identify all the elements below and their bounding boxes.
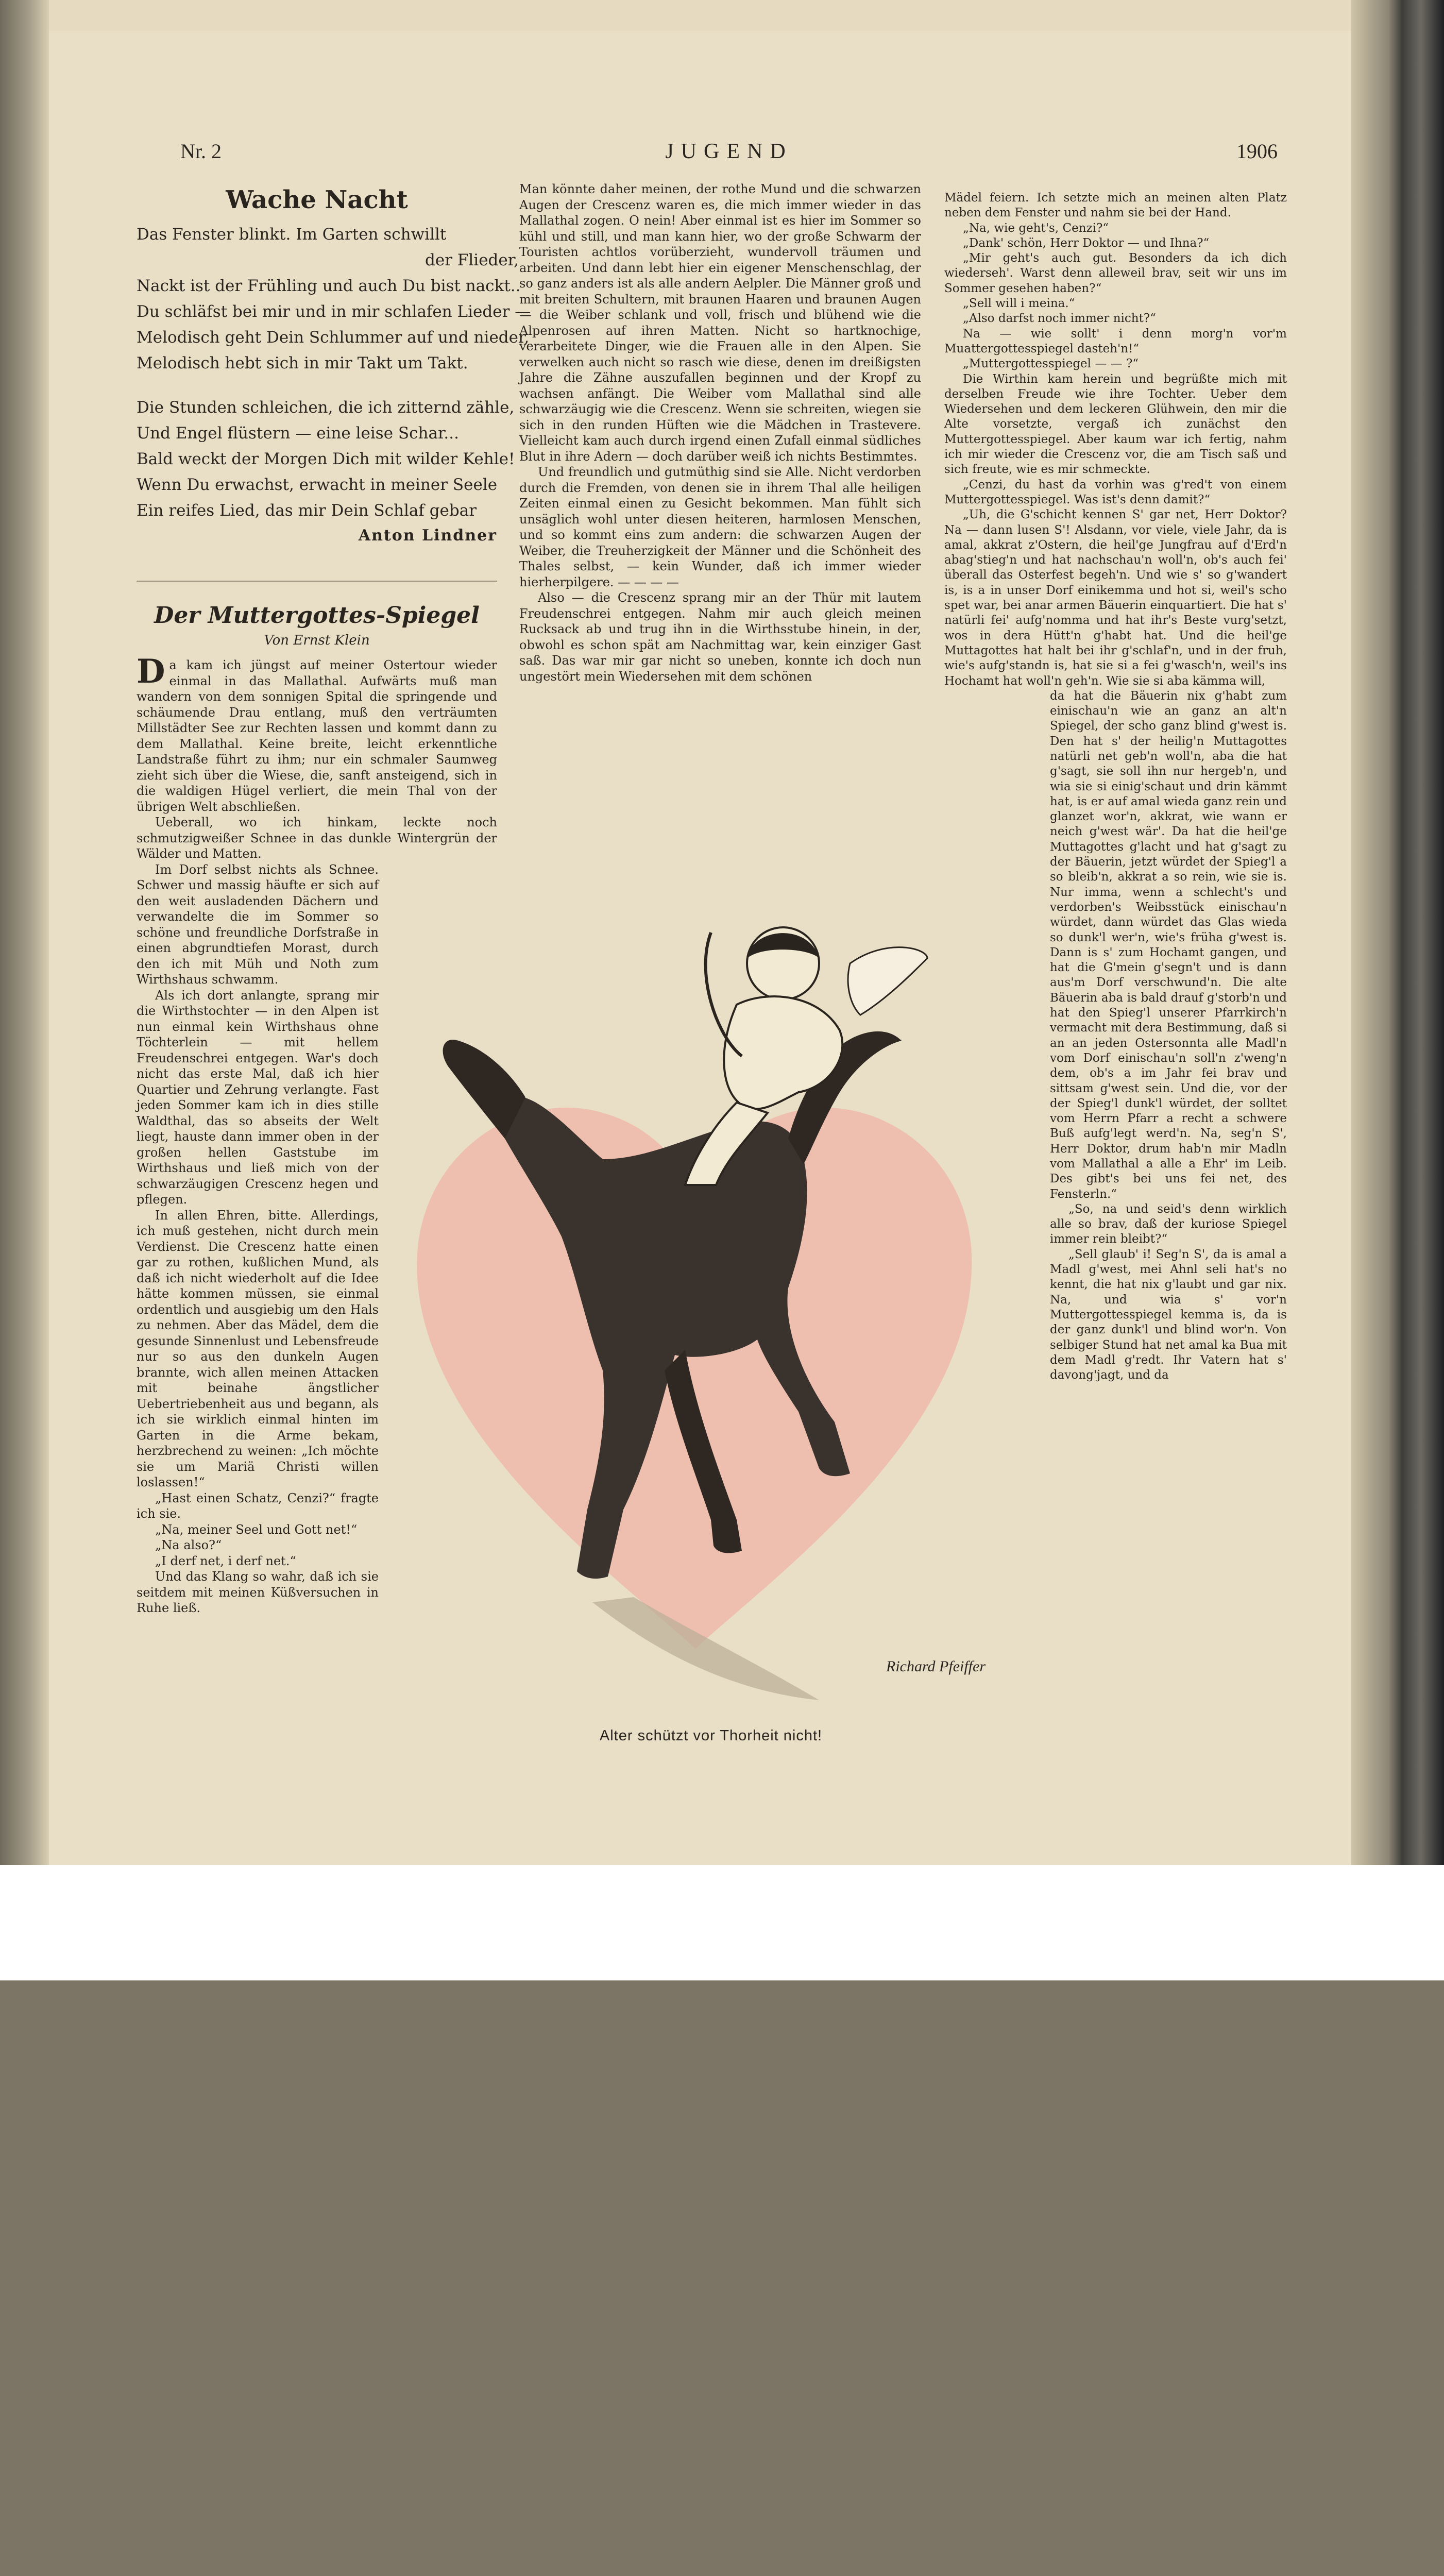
story-title: Der Muttergottes-Spiegel <box>154 602 480 629</box>
poem-line: Nackt ist der Frühling und auch Du bist nackt.. <box>137 277 521 295</box>
story-paragraph: Im Dorf selbst nichts als Schnee. Schwer und massig häufte er sich auf den weit ausladenden Dächern und verwandelte die im Sommer so schöne und freundliche Dorfstraße in einen abgrundtiefen Morast, durch den ich mit Müh und Noth zum Wirthshaus schwamm. <box>137 862 379 987</box>
story-paragraph: „Cenzi, du hast da vorhin was g'red't von einem Muttergottesspiegel. Was ist's denn damit?“ <box>944 478 1287 506</box>
story-paragraph: Und freundlich und gutmüthig sind sie Alle. Nicht verdorben durch die Fremden, von denen sie in ihrem Thal alle heiligen Zeiten einmal einen zu Gesicht bekommen. Man fühlt sich unsäglich wohl unter diesen heiteren, harmlosen Menschen, und so kommt eins zum andern: die schwarzen Augen der Weiber, die Treuherzigkeit der Männer und die Schönheit des Thales selbst, — kein Wunder, daß ich immer wieder hierherpilgere. — — — — <box>519 465 921 589</box>
scan-edge-left <box>0 0 49 1865</box>
issue-number: Nr. 2 <box>180 140 222 163</box>
story-paragraph: „Muttergottesspiegel — — ?“ <box>963 357 1139 371</box>
story-paragraph: „Uh, die G'schicht kennen S' gar net, Herr Doktor? Na — dann lusen S'! Alsdann, vor viele, viele Jahr, da is amal, akkrat z'Ostern, die heil'ge Jungfrau auf d'Erd'n abag'stieg'n und hat nachschau'n woll'n, ob's auch fei' überall das Osterfest begeh'n. Und wie s' so g'wandert is, is a in unser Dorf einikemma und hot si, weil's scho spet war, bei anar armen Bäuerin einquartiert. Die hat s' natürli fei' aufg'nomma und hat ihr's Beste vurg'setzt, wos in dera Hütt'n g'habt hat. Und die heil'ge Muttagottes hat halt bei ihr g'schlaf'n, und in der fruh, wie's aufg'standn is, hat sie si a fei g'wasch'n, weil's ins Hochamt hat woll'n geh'n. Wie sie si aba kämma will, <box>944 508 1287 688</box>
story-paragraph: Also — die Crescenz sprang mir an der Thür mit lautem Freudenschrei entgegen. Nahm mir auch gleich meinen Rucksack ab und trug ihn in die Wirthsstube hinein, in der, obwohl es schon spät am Nachmittag war, kein einziger Gast saß. Das war mir gar nicht so uneben, konnte ich doch nun ungestört mein Wiedersehen mit dem schönen <box>519 590 921 684</box>
poem-line: Und Engel flüstern — eine leise Schar... <box>137 424 459 443</box>
viewer-footer <box>0 1865 1444 1980</box>
story-paragraph: „Mir geht's auch gut. Besonders da ich dich wiederseh'. Warst denn alleweil brav, seit wir uns im Sommer gesehen haben?“ <box>944 251 1287 295</box>
story-paragraph: „Sell will i meina.“ <box>963 297 1075 311</box>
poem-title: Wache Nacht <box>226 185 408 214</box>
story-paragraph: Da kam ich jüngst auf meiner Ostertour wieder einmal in das Mallathal. Aufwärts muß man wandern von dem sonnigen Spital die springende und schäumende Drau entlang, muß den verträumten Millstädter See zur Rechten lassen und kommt dann zu dem Mallathal. Keine breite, leicht erkenntliche Landstraße führt zu ihm; nur ein schmaler Saumweg zieht sich über die Wiese, die, sanft ansteigend, sich in die waldigen Hügel verliert, die mein Thal von der übrigen Welt abschließen. <box>137 652 497 814</box>
story-paragraph: „I derf net, i derf net.“ <box>155 1553 296 1568</box>
facing-page-edge <box>1351 0 1444 1865</box>
section-divider <box>137 581 497 582</box>
story-paragraph: da hat die Bäuerin nix g'habt zum einischau'n wie an ganz an alt'n Spiegel, der scho ganz blind g'west is. Den hat s' der heilig'n Muttagottes natürli net geb'n woll'n, aba die hat g'sagt, sie soll ihn nur hergeb'n, und wia sie si einig'schaut und drin kämmt hat, is er auf amal wieda ganz rein und glanzet wor'n, akkrat, wie wann er neich g'west wär'. Da hat die heil'ge Muttagottes g'lacht und hat g'sagt zu der Bäuerin, jetzt würdet der Spieg'l a so bleib'n, akkrat a so rein, wie sie is. Nur imma, wenn a schlecht's und verdorben's Weibsstück einischau'n würdet, dann würdet das Glas wieda so dunk'l wer'n, wie's früha g'west is. Dann is s' zum Hochamt gangen, und hat die G'mein g'segn't und is dann aus'm Dorf verschwund'n. Die alte Bäuerin aba is bald drauf g'storb'n und hat den Spieg'l unserer Pfarrkirch'n vermacht mit dera Bestimmung, daß si an an jeden Ostersonnta alle Madl'n vom Dorf einischau'n soll'n z'weng'n dem, ob's a im Jahr fei brav und sittsam g'west sein. Und die, vor der der Spieg'l dunk'l würdet, der solltet vom Herrn Pfarr a recht a schwere Buß aufg'legt werd'n. Na, seg'n S', Herr Doktor, drum hab'n mir Madln vom Mallathal a alle a Ehr' im Leib. Des gibt's bei uns fei net, des Fensterln.“ <box>1050 689 1287 1201</box>
poem-line: der Flieder, <box>425 251 519 269</box>
story-paragraph: Man könnte daher meinen, der rothe Mund und die schwarzen Augen der Crescenz waren es, die mich immer wieder in das Mallathal zogen. O nein! Aber einmal ist es hier im Sommer so kühl und still, und man kann hier, wo der große Schwarm der Touristen achtlos vorüberzieht, wundervoll träumen und arbeiten. Und dann lebt hier ein eigener Menschenschlag, der so ganz anders ist als alle andern Aelpler. Die Männer groß und mit breiten Schultern, mit braunen Haaren und braunen Augen — die Weiber schlank und voll, frisch und blühend wie die Alpenrosen auf ihren Matten. Nicht so hartknochige, verarbeitete Dinger, wie die Frauen alle in den Alpen. Sie verwelken auch nicht so rasch wie diese, denen im dreißigsten Jahre die Zähne auszufallen beginnen und der Kropf zu wachsen anfängt. Die Weiber vom Mallathal sind alle schwarzäugig wie die Crescenz. Wenn sie schreiten, wiegen sie sich in den runden Hüften wie die Mädchen in Trastevere. Vielleicht kam auch durch irgend einen Zufall einmal südliches Blut in ihre Adern — doch darüber weiß ich nichts Bestimmtes. <box>519 182 921 464</box>
poem-line: Wenn Du erwachst, erwacht in meiner Seele <box>137 476 498 494</box>
poem-line: Du schläfst bei mir und in mir schlafen Lieder — <box>137 302 531 321</box>
poem-author: Anton Lindner <box>358 527 497 545</box>
story-paragraph: Ueberall, wo ich hinkam, leckte noch schmutzigweißer Schnee in das dunkle Wintergrün der Wälder und Matten. <box>137 815 497 861</box>
illustrator-signature: Richard Pfeiffer <box>886 1658 986 1675</box>
illustration-caption: Alter schützt vor Thorheit nicht! <box>599 1727 823 1744</box>
poem-line: Bald weckt der Morgen Dich mit wilder Kehle! <box>137 450 515 468</box>
poem-line: Melodisch hebt sich in mir Takt um Takt. <box>137 354 468 372</box>
cupid-wing <box>848 947 927 1015</box>
issue-year: 1906 <box>1236 140 1278 163</box>
poem-line: Ein reifes Lied, das mir Dein Schlaf gebar <box>137 501 477 520</box>
story-paragraph: „Hast einen Schatz, Cenzi?“ fragte ich sie. <box>137 1490 379 1521</box>
story-byline: Von Ernst Klein <box>264 633 370 648</box>
story-paragraph: Und das Klang so wahr, daß ich sie seitdem mit meinen Küßversuchen in Ruhe ließ. <box>137 1569 379 1615</box>
poem-text <box>137 222 531 523</box>
story-paragraph: In allen Ehren, bitte. Allerdings, ich muß gestehen, nicht durch mein Verdienst. Die Crescenz hatte einen gar zu rothen, kußlichen Mund, als daß ich nicht wiederholt auf die Idee hätte kommen müssen, sie einmal ordentlich und ausgiebig um den Hals zu nehmen. Aber das Mädel, dem die gesunde Sinnenlust und Lebensfreude nur so aus den dunkeln Augen brannte, wich allen meinen Attacken mit beinahe ängstlicher Uebertriebenheit aus und begann, als ich sie wirklich einmal hinten im Garten in die Arme bekam, herzbrechend zu weinen: „Ich möchte sie um Mariä Christi willen loslassen!“ <box>137 1208 379 1489</box>
story-paragraph: Die Wirthin kam herein und begrüßte mich mit derselben Freude wie ihre Tochter. Ueber dem Wiedersehen und dem leckeren Glühwein, den mir die Alte vorsetzte, vergaß ich zunächst den Muttergottesspiegel. Aber kaum war ich fertig, nahm ich mir wieder die Crescenz vor, die am Tisch saß und sich freute, wie es mir schmeckte. <box>944 372 1287 477</box>
story-paragraph: „Na, meiner Seel und Gott net!“ <box>155 1522 358 1537</box>
story-paragraph: Na — wie sollt' i denn morg'n vor'm Muattergottesspiegel dasteh'n!“ <box>944 327 1287 355</box>
story-paragraph: Als ich dort anlangte, sprang mir die Wirthstochter — in den Alpen ist nun einmal kein Wirthshaus ohne Töchterlein — mit hellem Freudenschrei entgegen. War's doch nicht das erste Mal, daß ich hier Quartier und Zehrung verlangte. Fast jeden Sommer kam ich in dies stille Waldthal, das so abseits der Welt liegt, hauste dann immer oben in der großen hellen Gaststube im Wirthshaus und ließ mich von der schwarzäugigen Crescenz hegen und pflegen. <box>137 988 379 1207</box>
column-right <box>944 191 1287 1383</box>
poem-line: Das Fenster blinkt. Im Garten schwillt <box>137 225 447 244</box>
story-paragraph: „Sell glaub' i! Seg'n S', da is amal a Madl g'west, mei Ahnl seli hat's no kennt, die hat nix g'laubt und gar nix. Na, und wia s' vor'n Muttergottesspiegel kemma is, da is der ganz dunk'l und blind wor'n. Von selbiger Stund hat net amal ka Bua mit dem Madl g'redt. Ihr Vatern hat s' davong'jagt, und da <box>1050 1247 1287 1382</box>
story-paragraph: „Na, wie geht's, Cenzi?“ <box>963 221 1109 235</box>
journal-title: JUGEND <box>665 140 793 163</box>
poem-line: Die Stunden schleichen, die ich zitternd zähle, <box>137 398 515 417</box>
illustration-cupid-donkey <box>407 917 979 1716</box>
column-middle <box>519 181 921 684</box>
story-paragraph: „Also darfst noch immer nicht?“ <box>963 312 1156 326</box>
story-paragraph: „Na also?“ <box>155 1538 222 1552</box>
narrow-text-block <box>137 862 379 1616</box>
story-paragraph: Mädel feiern. Ich setzte mich an meinen alten Platz neben dem Fenster und nahm sie bei der Hand. <box>944 191 1287 220</box>
story-paragraph: „Dank' schön, Herr Doktor — und Ihna?“ <box>963 236 1210 250</box>
narrow-text-block <box>1050 689 1287 1383</box>
poem-line: Melodisch geht Dein Schlummer auf und nieder, <box>137 328 530 347</box>
story-paragraph: „So, na und seid's denn wirklich alle so brav, daß der kuriose Spiegel immer rein bleibt?“ <box>1050 1202 1287 1246</box>
running-header <box>180 139 1278 170</box>
